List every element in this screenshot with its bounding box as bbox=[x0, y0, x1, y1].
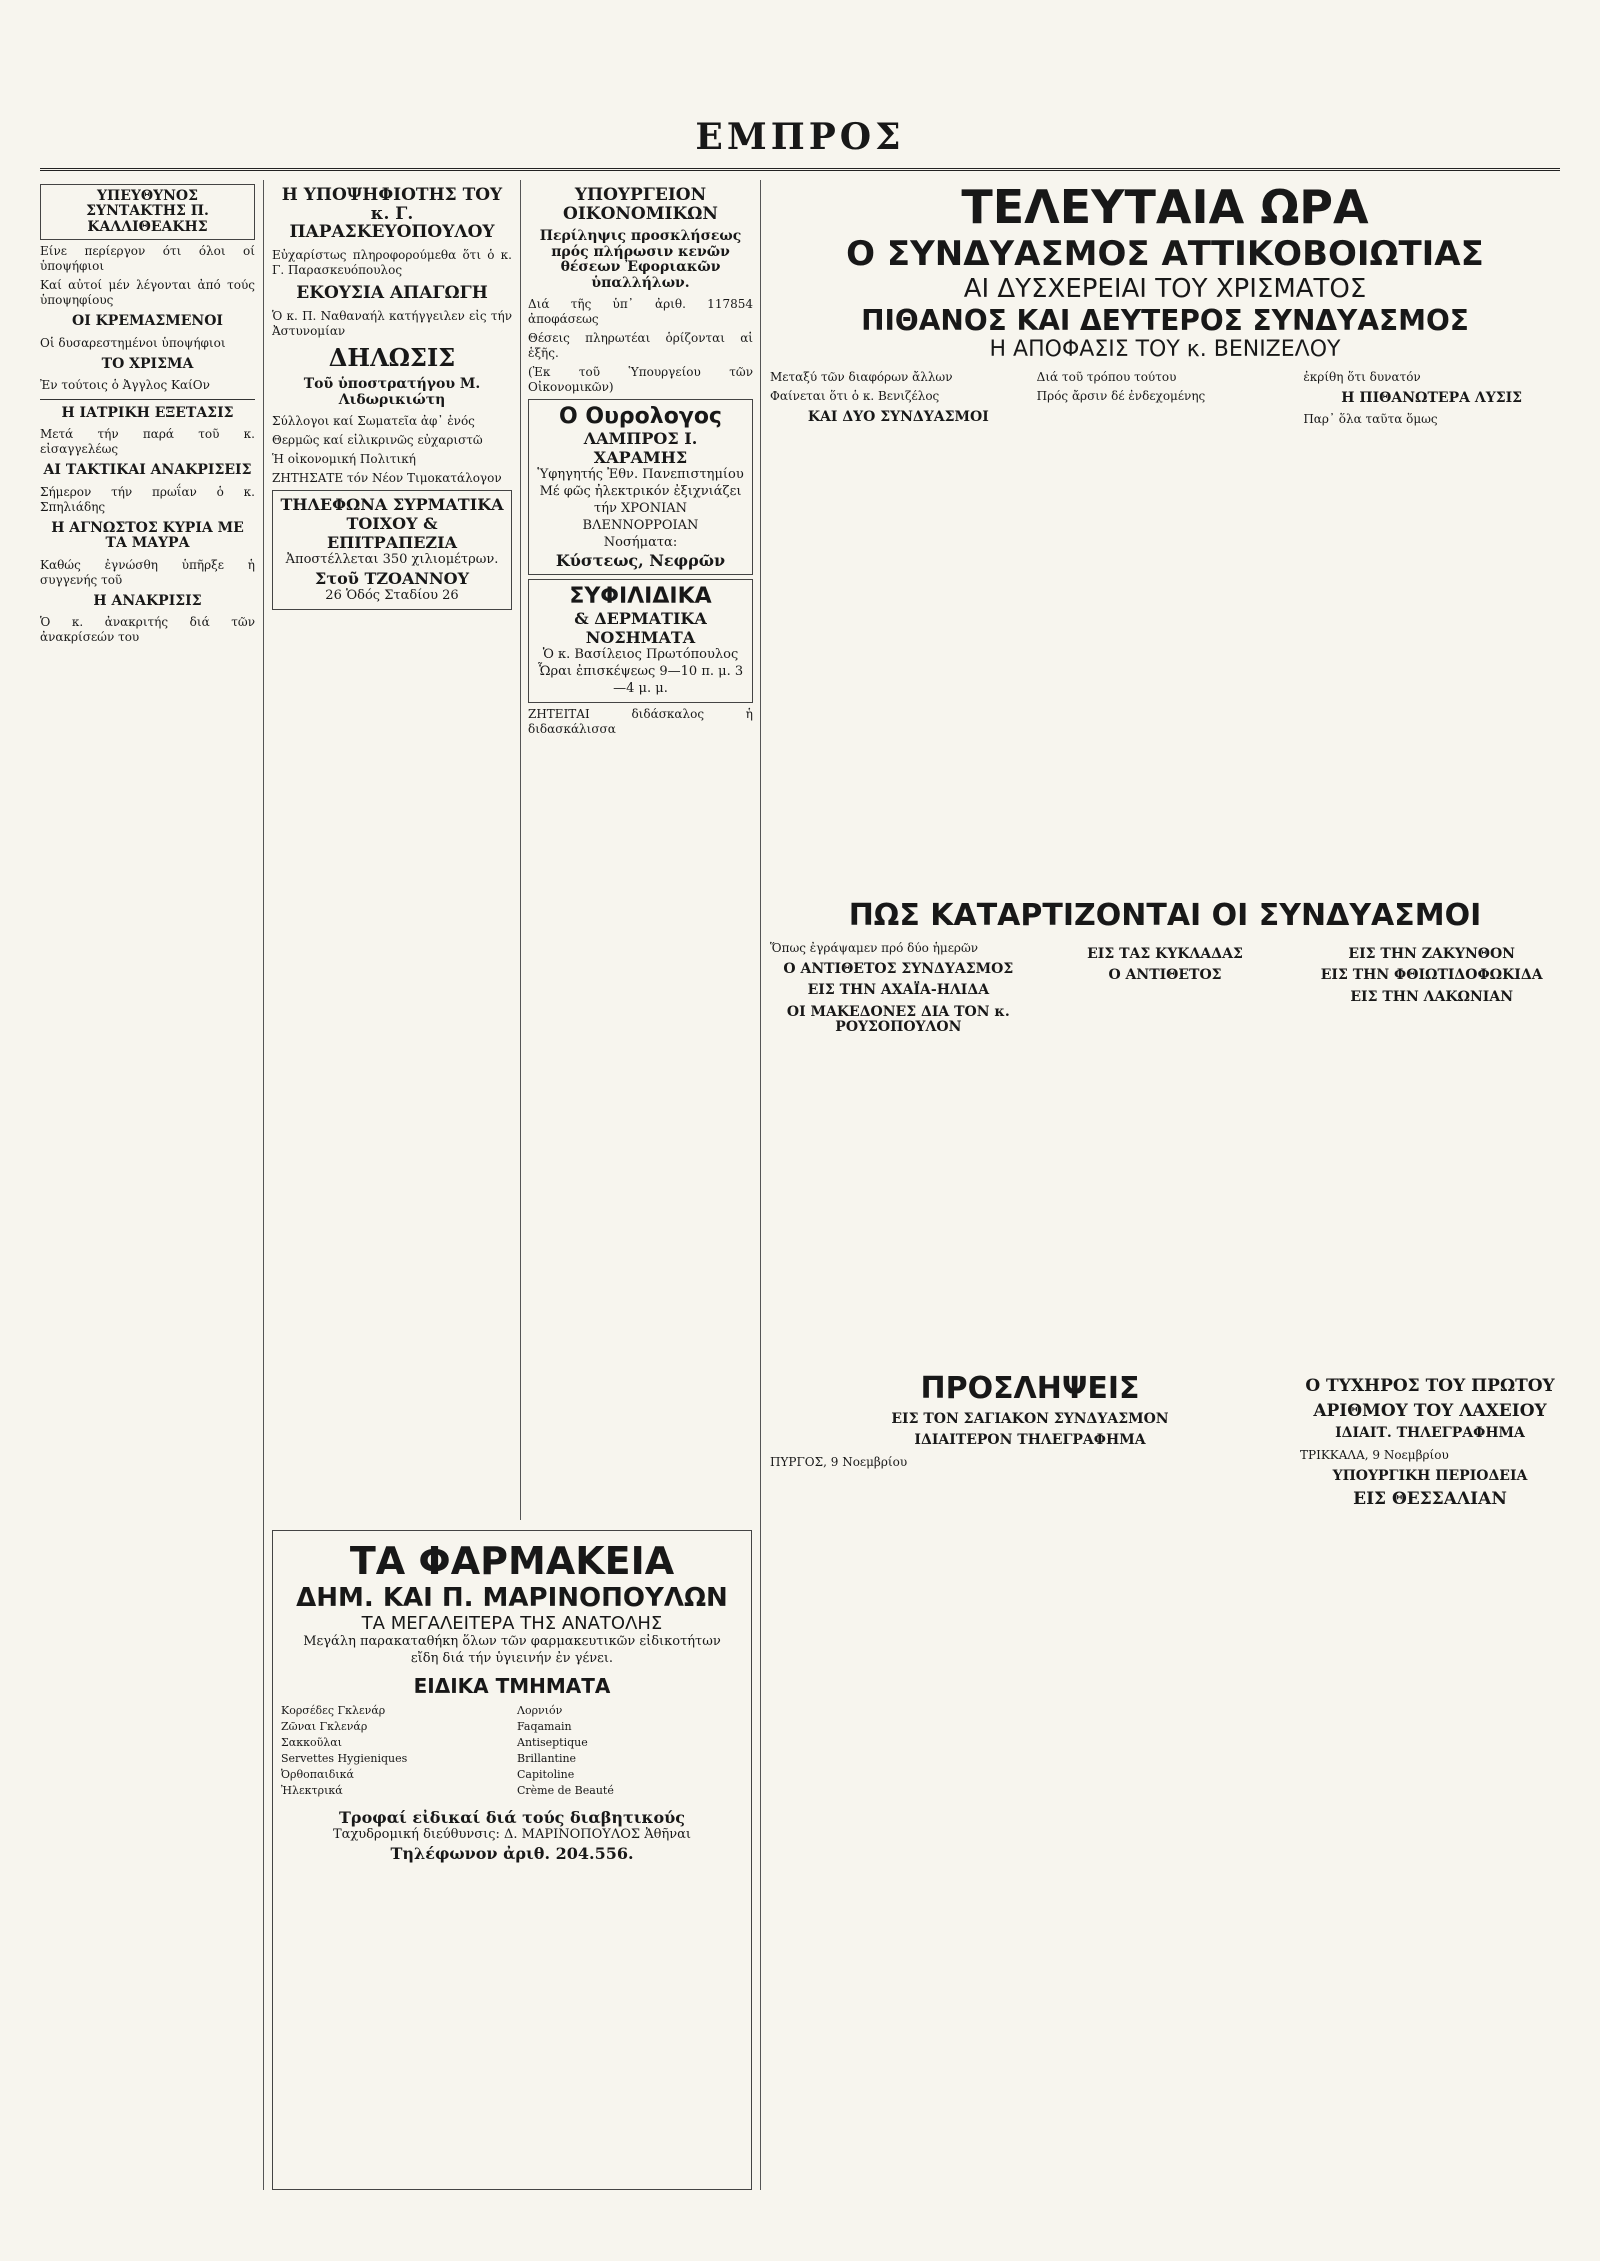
section-heading: ΚΑΙ ΔΥΟ ΣΥΝΔΥΑΣΜΟΙ bbox=[807, 409, 989, 425]
paragraph: Οἱ δυσαρεστημένοι ὑποψήφιοι bbox=[40, 335, 226, 350]
ad-line: εἴδη διά τήν ὑγιεινήν ἐν γένει. bbox=[410, 1650, 614, 1666]
paragraph: Θερμῶς καί εἰλικρινῶς εὐχαριστῶ bbox=[272, 432, 483, 447]
story-columns bbox=[770, 370, 1560, 890]
paragraph: (Ἐκ τοῦ Ὑπουργείου τῶν Οἰκονομικῶν) bbox=[528, 364, 753, 394]
list-item: Brillantine bbox=[517, 1751, 577, 1765]
section-heading: ΟΙ ΚΡΕΜΑΣΜΕΝΟΙ bbox=[72, 313, 223, 330]
section-heading: ΔΗΛΩΣΙΣ bbox=[328, 342, 456, 372]
ad-footer: Τροφαί εἰδικαί διά τούς διαβητικούς bbox=[339, 1807, 685, 1827]
story-column bbox=[770, 370, 1027, 890]
advertisement bbox=[528, 579, 753, 703]
section-heading: ΕΚΟΥΣΙΑ ΑΠΑΓΩΓΗ bbox=[296, 283, 488, 304]
divider bbox=[40, 399, 255, 400]
newspaper-title: ΕΜΠΡΟΣ bbox=[695, 116, 905, 158]
ad-item-lists bbox=[281, 1704, 743, 1800]
ad-name: ΛΑΜΠΡΟΣ Ι. ΧΑΡΑΜΗΣ bbox=[583, 428, 698, 467]
ad-title: Ο Ουρολογος bbox=[559, 403, 722, 429]
paragraph: ΖΗΤΕΙΤΑΙ διδάσκαλος ἡ διδασκάλισσα bbox=[528, 707, 753, 737]
section-heading: Η ΠΙΘΑΝΩΤΕΡΑ ΛΥΣΙΣ bbox=[1341, 390, 1523, 406]
section-heading: ΕΙΣ ΤΗΝ ΑΧΑΪΑ-ΗΛΙΔΑ bbox=[807, 982, 990, 999]
headline: ΠΩΣ ΚΑΤΑΡΤΙΖΟΝΤΑΙ ΟΙ ΣΥΝΔΥΑΣΜΟΙ bbox=[848, 898, 1482, 933]
section-heading: ΤΟ ΧΡΙΣΜΑ bbox=[101, 355, 194, 372]
section-heading: Η ΑΓΝΩΣΤΟΣ ΚΥΡΙΑ ΜΕ ΤΑ ΜΑΥΡΑ bbox=[51, 519, 244, 552]
section-heading: Η ΑΝΑΚΡΙΣΙΣ bbox=[93, 592, 202, 609]
column-1 bbox=[40, 180, 255, 2190]
section-subheading: Περίληψις προσκλήσεως πρός πλήρωσιν κενῶν θέσεων Ἐφοριακῶν ὑπαλλήλων. bbox=[539, 228, 742, 291]
paragraph: Παρ᾽ ὅλα ταῦτα ὅμως bbox=[1303, 412, 1438, 427]
list-item: Faqamain bbox=[517, 1719, 572, 1733]
paragraph: Σύλλογοι καί Σωματεῖα ἀφ᾽ ἑνός bbox=[272, 413, 475, 428]
section-heading: ΕΙΣ ΤΗΝ ΛΑΚΩΝΙΑΝ bbox=[1350, 988, 1514, 1005]
section-heading: Η ΙΑΤΡΙΚΗ ΕΞΕΤΑΣΙΣ bbox=[61, 404, 234, 421]
story-column bbox=[1303, 941, 1560, 1361]
list-item: Ὀρθοπαιδικά bbox=[281, 1767, 354, 1781]
paragraph: Ὁ κ. ἀνακριτής διά τῶν ἀνακρίσεών του bbox=[40, 614, 255, 644]
story-block bbox=[1300, 1371, 1560, 1515]
ad-footer: Ταχυδρομική διεύθυνσις: Δ. ΜΑΡΙΝΟΠΟΥΛΟΣ Ἀθῆναι bbox=[332, 1826, 692, 1842]
subheadline: Η ΑΠΟΦΑΣΙΣ ΤΟΥ κ. ΒΕΝΙΖΕΛΟΥ bbox=[989, 337, 1341, 362]
section-heading: ΕΙΣ ΤΑΣ ΚΥΚΛΑΔΑΣ bbox=[1087, 946, 1243, 962]
list-item: Crème de Beauté bbox=[517, 1783, 614, 1797]
list-item: Servettes Hygieniques bbox=[281, 1751, 408, 1765]
paragraph: Διά τοῦ τρόπου τούτου bbox=[1036, 370, 1177, 384]
ad-line: Ἀποστέλλεται 350 χιλιομέτρων. bbox=[285, 551, 499, 567]
section-heading: Ο ΑΝΤΙΘΕΤΟΣ ΣΥΝΔΥΑΣΜΟΣ bbox=[783, 961, 1014, 977]
ad-title: ΤΗΛΕΦΩΝΑ ΣΥΡΜΑΤΙΚΑ bbox=[280, 494, 504, 514]
section-heading: ΕΙΣ ΤΗΝ ΦΘΙΩΤΙΔΟΦΩΚΙΔΑ bbox=[1320, 967, 1543, 984]
ad-line: Ὁ κ. Βασίλειος Πρωτόπουλος bbox=[542, 647, 739, 663]
paragraph: Καθώς ἐγνώσθη ὑπῆρξε ἡ συγγενής τοῦ bbox=[40, 557, 255, 587]
paragraph: Εὐχαρίστως πληροφορούμεθα ὅτι ὁ κ. Γ. Παρασκευόπουλος bbox=[272, 248, 512, 278]
subheadline: ΑΙ ΔΥΣΧΕΡΕΙΑΙ ΤΟΥ ΧΡΙΣΜΑΤΟΣ bbox=[963, 274, 1367, 304]
paragraph: Πρός ἄρσιν δέ ἐνδεχομένης bbox=[1036, 389, 1206, 403]
ad-footer: Τηλέφωνον ἀριθ. 204.556. bbox=[390, 1843, 634, 1863]
paragraph: Ὁ κ. Π. Ναθαναήλ κατήγγειλεν εἰς τήν Ἀστυνομίαν bbox=[272, 308, 512, 338]
headline: ΤΕΛΕΥΤΑΙΑ ΩΡΑ bbox=[961, 180, 1369, 234]
paragraph: Μεταξύ τῶν διαφόρων ἄλλων bbox=[770, 370, 953, 384]
ad-title: ΔΗΜ. ΚΑΙ Π. ΜΑΡΙΝΟΠΟΥΛΩΝ bbox=[296, 1583, 728, 1613]
section-heading: ΑΙ ΤΑΚΤΙΚΑΙ ΑΝΑΚΡΙΣΕΙΣ bbox=[43, 462, 252, 479]
column-2 bbox=[272, 180, 512, 1520]
masthead bbox=[40, 96, 1560, 171]
ad-right-list bbox=[517, 1704, 743, 1800]
paragraph: Είνε περίεργον ότι όλοι οί ὑποψήφιοι bbox=[40, 244, 255, 274]
section-heading: ΥΠΟΥΡΓΙΚΗ ΠΕΡΙΟΔΕΙΑ bbox=[1332, 1467, 1528, 1484]
bottom-stories bbox=[770, 1371, 1560, 1515]
paragraph: Ὅπως ἐγράψαμεν πρό δύο ἡμερῶν bbox=[770, 941, 979, 955]
headline: Ο ΤΥΧΗΡΟΣ ΤΟΥ ΠΡΩΤΟΥ bbox=[1305, 1376, 1555, 1396]
paragraph: Θέσεις πληρωτέαι ὁρίζονται αἱ ἑξῆς. bbox=[528, 330, 753, 360]
paragraph: ΖΗΤΗΣΑΤΕ τόν Νέον Τιμοκατάλογον bbox=[272, 470, 502, 485]
ad-line: Κύστεως, Νεφρῶν bbox=[555, 551, 726, 571]
subheadline: ΙΔΙΑΙΤΕΡΟΝ ΤΗΛΕΓΡΑΦΗΜΑ bbox=[914, 1432, 1146, 1449]
right-section bbox=[770, 180, 1560, 2190]
story-column bbox=[770, 941, 1027, 1361]
story-column bbox=[1037, 941, 1294, 1361]
list-item: Σακκοῦλαι bbox=[281, 1735, 342, 1749]
column-rule bbox=[263, 180, 264, 2190]
ad-section: ΕΙΔΙΚΑ ΤΜΗΜΑΤΑ bbox=[413, 1673, 611, 1698]
paragraph: Καί αὐτοί μέν λέγονται ἀπό τούς ὑποψηφίους bbox=[40, 278, 255, 308]
advertisement bbox=[528, 399, 753, 575]
ad-subtitle: ΤΑ ΜΕΓΑΛΕΙΤΕΡΑ ΤΗΣ ΑΝΑΤΟΛΗΣ bbox=[361, 1613, 663, 1634]
paragraph: ΠΥΡΓΟΣ, 9 Νοεμβρίου bbox=[770, 1454, 908, 1469]
ad-line: 26 Ὁδός Σταδίου 26 bbox=[325, 587, 459, 603]
section-heading: Ο ΑΝΤΙΘΕΤΟΣ bbox=[1108, 967, 1222, 984]
paragraph: Ἐν τούτοις ὁ Ἀγγλος ΚαίΟν bbox=[40, 377, 210, 392]
story-column bbox=[1037, 370, 1294, 890]
ad-line: Ὑφηγητής Ἐθν. Πανεπιστημίου bbox=[537, 466, 744, 482]
column-rule bbox=[760, 180, 761, 2190]
section-heading: ΟΙ ΜΑΚΕΔΟΝΕΣ ΔΙΑ ΤΟΝ κ. ΡΟΥΣΟΠΟΥΛΟΝ bbox=[786, 1003, 1010, 1036]
list-item: Capitoline bbox=[517, 1767, 575, 1781]
paragraph: ἐκρίθη ὅτι δυνατόν bbox=[1303, 370, 1421, 384]
list-item: Λορνιόν bbox=[517, 1703, 563, 1717]
paragraph: Σήμερον τήν πρωΐαν ὁ κ. Σπηλιάδης bbox=[40, 484, 255, 514]
headline: ΑΡΙΘΜΟΥ ΤΟΥ ΛΑΧΕΙΟΥ bbox=[1313, 1400, 1547, 1421]
subheadline: ΕΙΣ ΤΟΝ ΣΑΓΙΑΚΟΝ ΣΥΝΔΥΑΣΜΟΝ bbox=[891, 1411, 1169, 1427]
headline: Ο ΣΥΝΔΥΑΣΜΟΣ ΑΤΤΙΚΟΒΟΙΩΤΙΑΣ bbox=[846, 234, 1484, 274]
paragraph: Μετά τήν παρά τοῦ κ. εἰσαγγελέως bbox=[40, 427, 255, 457]
ad-title: ΤΑ ΦΑΡΜΑΚΕΙΑ bbox=[349, 1539, 675, 1583]
column-3 bbox=[528, 180, 753, 1520]
ad-line: Μεγάλη παρακαταθήκη ὅλων τῶν φαρμακευτικῶν εἰδικοτήτων bbox=[303, 1634, 721, 1649]
section-heading: ΥΠΟΥΡΓΕΙΟΝ ΟΙΚΟΝΟΜΙΚΩΝ bbox=[563, 185, 718, 224]
ad-line: Μέ φῶς ἠλεκτρικόν ἐξιχνιάζει τήν ΧΡΟΝΙΑΝ ΒΛΕΝΝΟΡΡΟΙΑΝ bbox=[539, 483, 742, 533]
list-item: Κορσέδες Γκλενάρ bbox=[281, 1703, 386, 1717]
list-item: Antiseptique bbox=[517, 1735, 588, 1749]
paragraph: Ἡ οἰκονομική Πολιτική bbox=[272, 451, 416, 466]
list-item: Ἠλεκτρικά bbox=[281, 1783, 343, 1797]
subheadline: ΠΙΘΑΝΟΣ ΚΑΙ ΔΕΥΤΕΡΟΣ ΣΥΝΔΥΑΣΜΟΣ bbox=[861, 304, 1469, 337]
column-rule bbox=[520, 180, 521, 1520]
ad-subtitle: ΤΟΙΧΟΥ & ΕΠΙΤΡΑΠΕΖΙΑ bbox=[326, 513, 458, 552]
headline: ΠΡΟΣΛΗΨΕΙΣ bbox=[920, 1371, 1140, 1406]
section-heading: ΕΙΣ ΤΗΝ ΖΑΚΥΝΘΟΝ bbox=[1348, 946, 1515, 962]
story-column bbox=[1303, 370, 1560, 890]
ad-title: ΣΥΦΙΛΙΔΙΚΑ bbox=[569, 584, 712, 610]
ad-line: Στοῦ ΤΖΟΑΝΝΟΥ bbox=[315, 568, 469, 588]
editor-box: ΥΠΕΥΘΥΝΟΣ ΣΥΝΤΑΚΤΗΣ Π. ΚΑΛΛΙΘΕΑΚΗΣ bbox=[40, 184, 255, 240]
paragraph: Φαίνεται ὅτι ὁ κ. Βενιζέλος bbox=[770, 389, 940, 403]
section-subheading: Τοῦ ὑποστρατήγου Μ. Λιδωρικιώτη bbox=[303, 376, 481, 408]
paragraph: Διά τῆς ὑπ᾽ ἀριθ. 117854 ἀποφάσεως bbox=[528, 296, 753, 326]
advertisement bbox=[272, 490, 512, 610]
section-heading: ΕΙΣ ΘΕΣΣΑΛΙΑΝ bbox=[1353, 1489, 1507, 1510]
subheadline: ΙΔΙΑΙΤ. ΤΗΛΕΓΡΑΦΗΜΑ bbox=[1335, 1425, 1525, 1442]
ad-left-list bbox=[281, 1704, 507, 1800]
ad-line: Νοσήματα: bbox=[603, 534, 678, 550]
ad-line: Ὧραι ἐπισκέψεως 9—10 π. μ. 3—4 μ. μ. bbox=[537, 664, 744, 697]
story-columns bbox=[770, 941, 1560, 1361]
list-item: Ζῶναι Γκλενάρ bbox=[281, 1719, 368, 1733]
pharmacy-ad bbox=[272, 1530, 752, 2190]
story-block bbox=[770, 1371, 1290, 1515]
paragraph: ΤΡΙΚΚΑΛΑ, 9 Νοεμβρίου bbox=[1300, 1447, 1449, 1462]
ad-subtitle: & ΔΕΡΜΑΤΙΚΑ ΝΟΣΗΜΑΤΑ bbox=[574, 609, 707, 648]
section-heading: Η ΥΠΟΨΗΦΙΟΤΗΣ ΤΟΥ κ. Γ. ΠΑΡΑΣΚΕΥΟΠΟΥΛΟΥ bbox=[281, 185, 503, 243]
